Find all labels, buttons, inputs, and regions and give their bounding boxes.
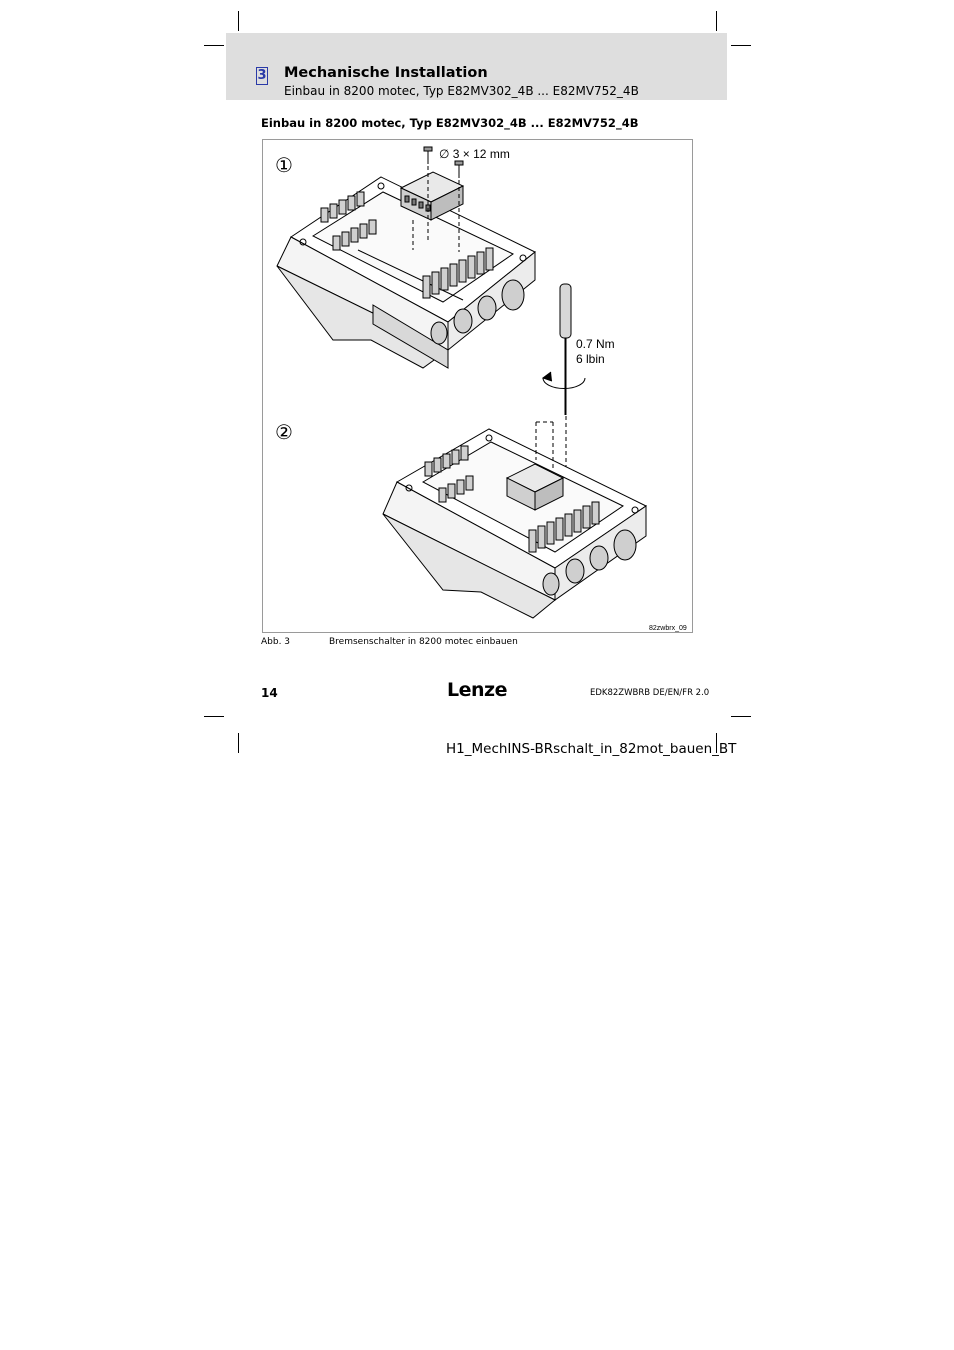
figure-caption-text: Bremsenschalter in 8200 motec einbauen bbox=[329, 637, 518, 647]
chapter-number: 3 bbox=[257, 68, 267, 83]
installation-drawing bbox=[263, 140, 692, 632]
screw-size-label: ∅ 3 × 12 mm bbox=[439, 147, 510, 161]
page-number: 14 bbox=[261, 686, 278, 700]
installation-figure bbox=[262, 139, 693, 633]
figure-caption-label: Abb. 3 bbox=[261, 637, 291, 647]
step-2-marker: ② bbox=[275, 422, 293, 444]
housing-assembled bbox=[383, 429, 646, 618]
torque-nm-label: 0.7 Nm bbox=[576, 337, 615, 351]
crop-mark bbox=[204, 716, 224, 717]
crop-mark bbox=[731, 45, 751, 46]
lenze-logo: Lenze bbox=[447, 679, 507, 701]
document-id: EDK82ZWBRB DE/EN/FR 2.0 bbox=[590, 688, 710, 698]
file-identifier: H1_MechINS-BRschalt_in_82mot_bauen_BT bbox=[446, 741, 737, 757]
crop-mark bbox=[204, 45, 224, 46]
torque-lbin-label: 6 lbin bbox=[576, 352, 605, 366]
crop-mark bbox=[716, 11, 717, 31]
section-heading: Einbau in 8200 motec, Typ E82MV302_4B ... E82MV752_4B bbox=[261, 116, 639, 130]
crop-mark bbox=[731, 716, 751, 717]
crop-mark bbox=[238, 11, 239, 31]
figure-id: 82zwbrx_09 bbox=[649, 625, 687, 632]
crop-mark bbox=[238, 733, 239, 753]
chapter-title: Mechanische Installation bbox=[284, 65, 488, 81]
chapter-subtitle: Einbau in 8200 motec, Typ E82MV302_4B ... E82MV752_4B bbox=[284, 84, 639, 98]
step-1-marker: ① bbox=[275, 155, 293, 177]
